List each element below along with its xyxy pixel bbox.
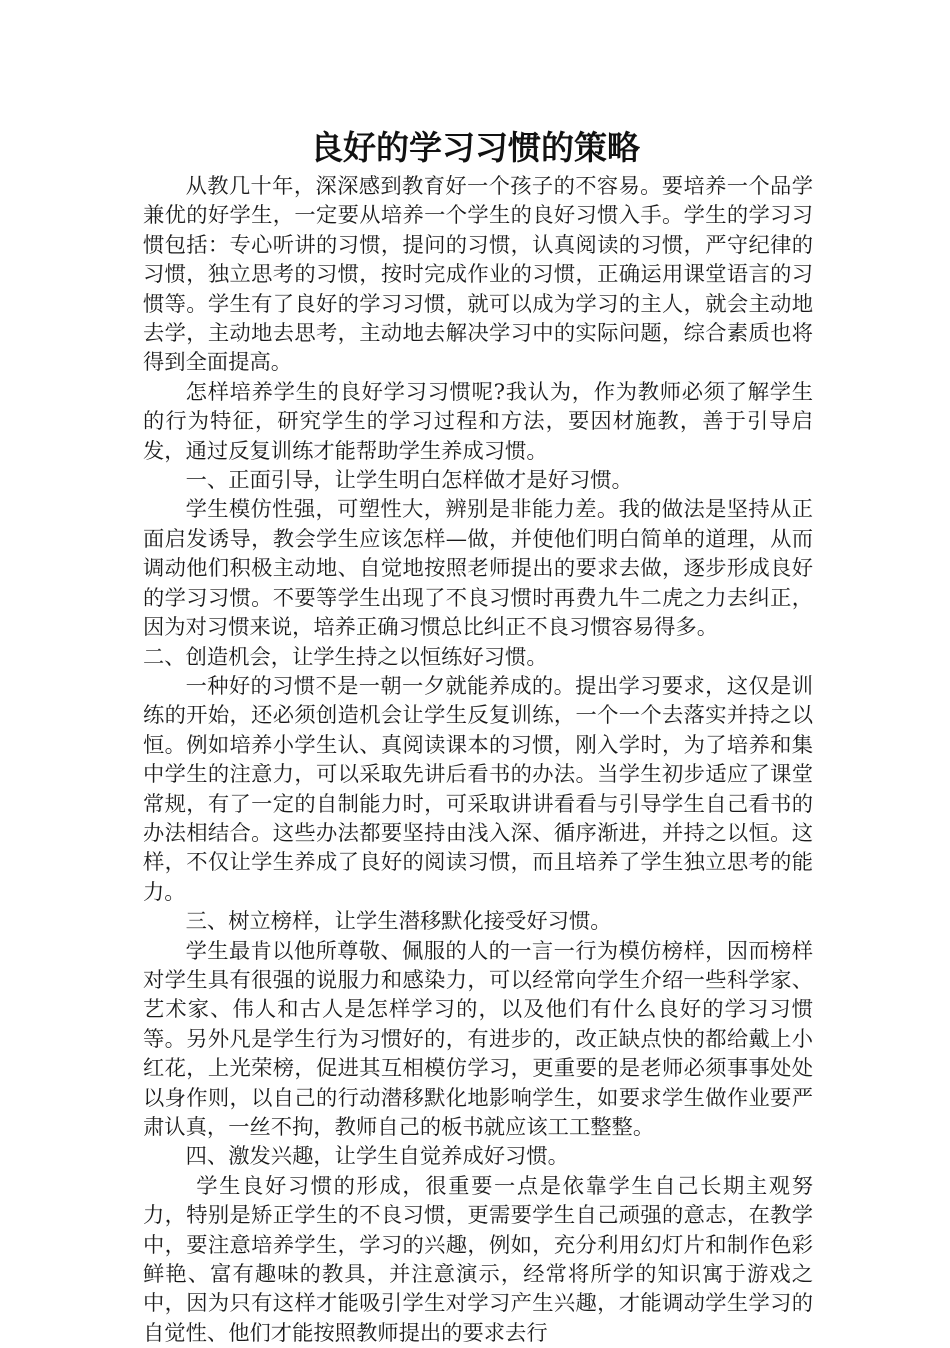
section-heading-2: 二、创造机会，让学生持之以恒练好习惯。 (143, 644, 548, 670)
paragraph-section-3: 学生最肯以他所尊敬、佩服的人的一言一行为模仿榜样，因而榜样对学生具有很强的说服力和感染力，可以经常向学生介绍一些科学家、艺术家、伟人和古人是怎样学习的，以及他们有什么良好的学习习惯等。另外凡是学生行为习惯好的，有进步的，改正缺点快的都给戴上小红花，上光荣榜，促进其互相模仿学习，更重要的是老师必须事事处处以身作则，以自己的行动潜移默化地影响学生，如要求学生做作业要严肃认真，一丝不拘，教师自己的板书就应该工工整整。 (143, 938, 813, 1140)
section-heading-4: 四、激发兴趣，让学生自觉养成好习惯。 (185, 1144, 569, 1170)
paragraph-intro: 从教几十年，深深感到教育好一个孩子的不容易。要培养一个品学兼优的好学生，一定要从培养一个学生的良好习惯入手。学生的学习习惯包括：专心听讲的习惯，提问的习惯，认真阅读的习惯，严守纪律的习惯，独立思考的习惯，按时完成作业的习惯，正确运用课堂语言的习惯等。学生有了良好的学习习惯，就可以成为学习的主人，就会主动地去学，主动地去思考，主动地去解决学习中的实际问题，综合素质也将得到全面提高。 (143, 174, 813, 376)
section-heading-1: 一、正面引导，让学生明白怎样做才是好习惯。 (185, 468, 633, 494)
paragraph-section-1: 学生模仿性强，可塑性大，辨别是非能力差。我的做法是坚持从正面启发诱导，教会学生应该怎样—做，并使他们明白简单的道理，从而调动他们积极主动地、自觉地按照老师提出的要求去做，逐步形成良好的学习习惯。不要等学生出现了不良习惯时再费九牛二虎之力去纠正，因为对习惯来说，培养正确习惯总比纠正不良习惯容易得多。 (143, 497, 813, 641)
document-body (143, 172, 813, 1348)
document-title: 良好的学习习惯的策略 (310, 128, 640, 167)
paragraph-section-4: 学生良好习惯的形成，很重要一点是依靠学生自己长期主观努力，特别是矫正学生的不良习惯，更需要学生自己顽强的意志，在教学中，要注意培养学生，学习的兴趣，例如，充分利用幻灯片和制作色彩鲜艳、富有趣味的教具，并注意演示，经常将所学的知识寓于游戏之中，因为只有这样才能吸引学生对学习产生兴趣，才能调动学生学习的自觉性、他们才能按照教师提出的要求去行 (143, 1173, 813, 1346)
paragraph-method: 怎样培养学生的良好学习习惯呢?我认为，作为教师必须了解学生的行为特征，研究学生的学习过程和方法，要因材施教，善于引导启发，通过反复训练才能帮助学生养成习惯。 (143, 379, 813, 464)
section-heading-3: 三、树立榜样，让学生潜移默化接受好习惯。 (185, 909, 612, 935)
paragraph-section-2: 一种好的习惯不是一朝一夕就能养成的。提出学习要求，这仅是训练的开始，还必须创造机会让学生反复训练，一个一个去落实并持之以恒。例如培养小学生认、真阅读课本的习惯，刚入学时，为了培养和集中学生的注意力，可以采取先讲后看书的办法。当学生初步适应了课堂常规，有了一定的自制能力时，可采取讲讲看看与引导学生自己看书的办法相结合。这些办法都要坚持由浅入深、循序渐进，并持之以恒。这样，不仅让学生养成了良好的阅读习惯，而且培养了学生独立思考的能力。 (143, 673, 813, 905)
